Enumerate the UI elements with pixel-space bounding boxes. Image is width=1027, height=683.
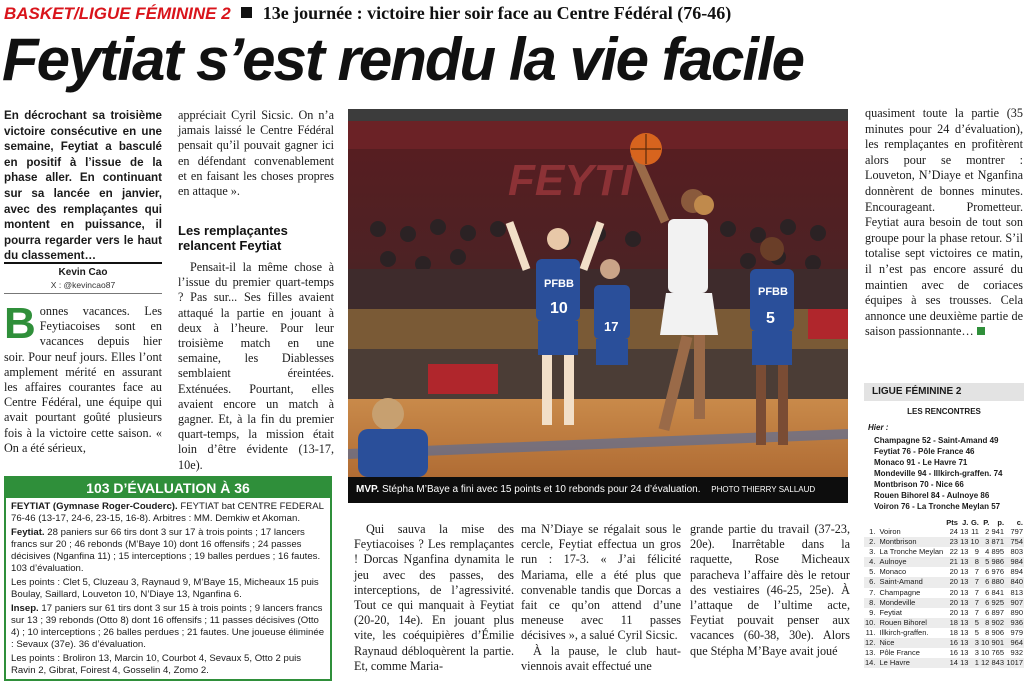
table-cell: 6 <box>985 567 990 577</box>
table-cell: 9 <box>974 547 979 557</box>
standings-table <box>864 518 1024 668</box>
table-row <box>864 638 1024 648</box>
column-1 <box>4 108 162 263</box>
table-row <box>864 577 1024 587</box>
table-cell: 3 <box>969 638 979 648</box>
photo-credit: PHOTO THIERRY SALLAUD <box>711 485 816 494</box>
table-cell: 13 <box>960 527 969 536</box>
table-cell: 7 <box>969 598 979 608</box>
table-cell: 7 <box>974 567 979 577</box>
table-cell: 6 <box>980 577 990 587</box>
table-cell: 13 <box>960 537 969 547</box>
match-stats-box <box>4 476 332 681</box>
table-cell: Voiron <box>879 527 901 536</box>
table-cell: 11. <box>865 627 876 637</box>
body-paragraph: appréciait Cyril Sicsic. On n’a jamais laissé le Centre Fédéral pensait qu’il pouvait gagner ici en défendant convenablement et en faisant les choses propres en attaque ». <box>178 108 334 199</box>
table-cell: 9. <box>869 607 876 617</box>
table-cell: 20 <box>949 607 958 617</box>
table-cell: 907 <box>1005 598 1024 608</box>
table-cell: Mondeville <box>876 598 945 608</box>
column-bottom-3 <box>690 522 850 680</box>
column-header: c. <box>1016 518 1023 527</box>
results-label: Hier : <box>868 423 889 432</box>
standings-body <box>864 527 1024 668</box>
drop-cap: B <box>4 299 36 348</box>
column-1-body <box>4 299 162 474</box>
table-cell: 24 <box>949 527 958 536</box>
table-cell: 6 <box>985 587 990 597</box>
result-item: Mondeville 94 - Illkirch-graffen. 74 <box>874 469 1003 478</box>
table-cell: 880 <box>991 577 1005 587</box>
stats-text: 17 paniers sur 61 tirs dont 3 sur 15 à trois points ; 9 lancers francs sur 13 ; 39 rebonds (Otto 8) dont 16 offensifs ; 11 passes décisives (Otto 4) ; 10 interceptions ; 26 balles perdues ; 21 fautes. Une joueuse éliminée : Sevaux (37e). 36 d’évaluation. <box>11 603 325 650</box>
table-row <box>864 648 1024 658</box>
stats-label: Feytiat. <box>11 527 45 538</box>
table-cell: 13 <box>960 597 969 607</box>
table-cell: 20 <box>945 577 959 587</box>
table-cell: 7 <box>974 587 979 597</box>
table-cell: 840 <box>1005 577 1024 587</box>
table-cell: 13 <box>960 648 969 658</box>
author-handle: X : @kevincao87 <box>50 280 116 290</box>
column-bottom-2 <box>521 522 681 680</box>
photo-caption <box>348 477 848 503</box>
square-bullet-icon <box>241 7 252 18</box>
table-cell: 5 <box>969 618 979 628</box>
result-item: Feytiat 76 - Pôle France 46 <box>874 447 975 456</box>
table-row <box>864 537 1024 547</box>
table-cell: 13 <box>960 617 969 627</box>
table-cell: 12 <box>981 658 990 668</box>
table-cell: Monaco <box>879 567 907 577</box>
body-paragraph: grande partie du travail (37-23, 20e). Inarrêtable dans la raquette, Rose Micheaux paracheva l’affaire dès le retour des vestiaires (46-25, 25e). À l’attaque de l’ultime acte, Feytiat pouvait penser aux vacances (60-38, 30e). Alors que Stépha M’Baye avait joué <box>690 522 850 658</box>
table-cell: 894 <box>1010 567 1023 577</box>
table-cell: 13 <box>960 557 969 567</box>
column-header: J. <box>962 518 969 527</box>
table-cell: 3 <box>974 648 979 658</box>
table-cell: 6 <box>980 598 990 608</box>
column-header: p. <box>997 518 1005 527</box>
jersey-number: 10 <box>550 300 568 317</box>
table-row <box>864 608 1024 618</box>
table-cell: 4. <box>864 557 876 567</box>
article-photo <box>348 109 848 477</box>
table-cell: 18 <box>949 627 958 637</box>
table-cell: 941 <box>991 527 1005 536</box>
end-of-article-icon <box>977 327 985 335</box>
intertitle: Les remplaçantes relancent Feytiat <box>178 223 288 253</box>
banner-text: FEYTI <box>508 156 633 205</box>
table-row <box>864 658 1024 668</box>
table-cell: 10. <box>865 617 876 627</box>
table-cell: 871 <box>991 537 1005 547</box>
table-cell: 897 <box>991 607 1005 617</box>
table-cell: 803 <box>1010 547 1023 557</box>
jersey-text: PFBB <box>758 286 788 298</box>
table-cell: 765 <box>991 648 1005 658</box>
table-cell: 906 <box>991 627 1005 637</box>
table-cell: 14 <box>945 658 959 668</box>
table-cell: 8 <box>980 618 990 628</box>
table-cell: 3 <box>980 537 990 547</box>
table-cell: 2. <box>864 537 876 547</box>
result-item: Rouen Bihorel 84 - Aulnoye 86 <box>874 491 990 500</box>
table-cell: 13 <box>960 567 969 577</box>
table-cell: 4 <box>985 547 990 557</box>
body-paragraph: ma N’Diaye se régalait sous le cercle, Feytiat effectua un gros run : 17-3. « J’ai félicité Mariama, elle a été plus que convenable tandis que Dorcas a fait ce qu’on attend d’une meneuse avec 11 passes décisives », a salué Cyril Sicsic. <box>521 522 681 643</box>
table-cell: Champagne <box>879 587 921 597</box>
divider <box>4 262 162 264</box>
table-cell: 5. <box>869 567 876 577</box>
table-cell: 895 <box>991 547 1005 557</box>
table-cell: 1. <box>869 527 876 536</box>
body-paragraph: À la pause, le club haut-viennois avait effectué une <box>521 643 681 673</box>
result-item: Monaco 91 - Le Havre 71 <box>874 458 968 467</box>
results-list <box>874 435 1024 512</box>
result-item: Champagne 52 - Saint-Amand 49 <box>874 436 999 445</box>
table-cell: 6. <box>864 577 876 587</box>
body-paragraph: Pensait-il la même chose à l’issue du premier quart-temps ? Pas sur... Ses filles avaient attaqué la partie en jouant à deux à l’heure. Pour leur troisième match en une semaine, les Diablesses semblaient éreintées. Exténuées. Pourtant, elles avaient encore un match à gagner. Et, à la fin du premier quart-temps, la mission était loin d’être évidente (13-17, 10e). <box>178 260 334 472</box>
table-cell: 13. <box>865 648 876 658</box>
stats-text: FEYTIAT bat CENTRE FEDERAL 76-46 (13-17, 24-6, 23-15, 16-8). Arbitres : MM. Demkiw et Akoman. <box>11 501 324 524</box>
table-cell: 13 <box>960 627 969 637</box>
table-cell: Illkirch-graffen. <box>879 627 929 637</box>
caption-lead: MVP. <box>356 484 380 495</box>
jersey-text: PFBB <box>544 278 574 290</box>
table-cell: 932 <box>1010 648 1023 658</box>
table-cell: 8. <box>864 598 876 608</box>
table-cell: 12. <box>865 638 876 648</box>
table-cell: 13 <box>960 607 969 617</box>
stats-paragraph <box>11 501 325 525</box>
stats-label: Insep. <box>11 603 39 614</box>
stats-paragraph: Les points : Broliron 13, Marcin 10, Courbot 4, Sevaux 5, Otto 2 puis Ravin 2, Gibrat, Foirest 4, Gosselin 4, Zomo 2. <box>11 653 302 676</box>
column-header: Pts <box>946 518 958 527</box>
table-row <box>864 567 1024 577</box>
table-cell: 936 <box>1005 618 1024 628</box>
table-cell: 2 <box>985 527 990 536</box>
table-cell: 23 <box>945 537 959 547</box>
table-cell: 964 <box>1005 638 1024 648</box>
table-cell: 7 <box>969 577 979 587</box>
table-row <box>864 557 1024 567</box>
headline-deck: 13e journée : victoire hier soir face au Centre Fédéral (76-46) <box>262 3 732 23</box>
table-cell: Feytiat <box>879 607 902 617</box>
stats-paragraph <box>11 603 325 651</box>
table-cell: Pôle France <box>879 648 920 658</box>
table-cell: 20 <box>949 567 958 577</box>
page-title: Feytiat s’est rendu la vie facile <box>2 26 804 93</box>
body-paragraph: Qui sauva la mise des Feytiacoises ? Les remplaçantes ! Dorcas Nganfina dynamita le jeu avec des passes, des interceptions, de l’agressivité. Tout ce qui manquait à Feytiat (20-20, 14e). En jouant plus vite, les coéquipières d’Émilie Raynaud débloquèrent la partie. Et, comme Maria- <box>354 522 514 673</box>
table-cell: 22 <box>949 547 958 557</box>
photo-illustration <box>348 109 848 477</box>
column-4 <box>865 106 1023 372</box>
table-cell: Aulnoye <box>876 557 945 567</box>
stats-label: FEYTIAT (Gymnase Roger-Couderc). <box>11 501 178 512</box>
table-row <box>864 628 1024 638</box>
kicker-line <box>4 2 1024 24</box>
table-cell: 841 <box>991 587 1005 597</box>
table-cell: 7. <box>869 587 876 597</box>
author-name: Kevin Cao <box>58 267 108 278</box>
jersey-number: 17 <box>604 319 619 334</box>
table-cell: 20 <box>945 598 959 608</box>
table-cell: Rouen Bihorel <box>876 618 945 628</box>
table-cell: 13 <box>960 587 969 597</box>
body-paragraph: onnes vacances. Les Feytiacoises sont en vacances depuis hier soir. Pour neuf jours. Elles l’ont amplement mérité en assurant les affaires courantes face au Centre Fédéral, une équipe qui avait pourtant goûté plusieurs fois à la victoire cette saison. « On a été sérieux, <box>4 304 162 455</box>
table-cell: Montbrison <box>876 537 945 547</box>
column-bottom-1 <box>354 522 514 680</box>
column-header: P. <box>983 518 990 527</box>
table-cell: Le Havre <box>876 658 945 668</box>
table-cell: 976 <box>991 567 1005 577</box>
result-item: Montbrison 70 - Nice 66 <box>874 480 964 489</box>
table-cell: 20 <box>949 587 958 597</box>
table-cell: 10 <box>981 638 990 648</box>
table-cell: 13 <box>960 577 969 587</box>
table-row <box>864 527 1024 537</box>
table-cell: 901 <box>991 638 1005 648</box>
table-row <box>864 588 1024 598</box>
column-2 <box>178 108 334 472</box>
table-cell: 890 <box>1010 607 1023 617</box>
stats-box-body <box>6 498 330 682</box>
table-cell: 5 <box>974 627 979 637</box>
table-cell: 16 <box>945 638 959 648</box>
byline <box>4 266 162 291</box>
table-cell: 21 <box>945 557 959 567</box>
table-cell: 1 <box>969 658 979 668</box>
article-lede: En décrochant sa troisième victoire consécutive en une semaine, Feytiat a basculé en positif à l’issue de la phase aller. En continuant sur sa lancée en janvier, avec des remplaçantes qui montent en puissance, il pourra regarder vers le haut du classement… <box>4 109 162 263</box>
section-label: BASKET/LIGUE FÉMININE 2 <box>4 4 231 23</box>
table-cell: 843 <box>991 658 1005 668</box>
table-row <box>864 618 1024 628</box>
divider <box>4 293 162 294</box>
table-cell: 813 <box>1010 587 1023 597</box>
table-cell: 10 <box>970 537 979 547</box>
column-header: G. <box>970 518 979 527</box>
table-cell: 1017 <box>1006 658 1023 668</box>
result-item: Voiron 76 - La Tronche Meylan 57 <box>874 502 1001 511</box>
sidebar-title: LIGUE FÉMININE 2 <box>864 383 1024 401</box>
table-cell: 16 <box>949 648 958 658</box>
stats-paragraph: Les points : Clet 5, Cluzeau 3, Raynaud 9, M’Baye 15, Micheaux 15 puis Boulay, Saillard, Louveton 10, N’Diaye 13, Nganfina 6. <box>11 577 319 600</box>
league-sidebar <box>864 383 1024 681</box>
table-cell: 986 <box>991 557 1005 567</box>
table-cell: 13 <box>960 547 969 557</box>
table-cell: 797 <box>1010 527 1023 536</box>
table-cell: 979 <box>1010 627 1023 637</box>
table-cell: 3. <box>869 547 876 557</box>
table-row <box>864 547 1024 557</box>
standings-header-row <box>864 518 1024 527</box>
table-row <box>864 598 1024 608</box>
table-cell: Nice <box>876 638 945 648</box>
table-cell: 902 <box>991 617 1005 627</box>
table-cell: 10 <box>981 648 990 658</box>
table-cell: 5 <box>980 557 990 567</box>
table-cell: 754 <box>1005 537 1024 547</box>
table-cell: 984 <box>1005 557 1024 567</box>
table-cell: 7 <box>974 607 979 617</box>
table-cell: 11 <box>971 527 979 536</box>
body-paragraph: quasiment toute la partie (35 minutes pour 24 d’évaluation), les remplaçantes en profitèrent alors pour se montrer : Louveton, N’Diaye et Nganfina donnèrent de bonnes minutes. Encourageant. Prometteur. Feytiat aura besoin de tout son groupe pour la phase retour. S’il totalise sept victoires ce matin, il n’est pas encore assuré du maintien avec de coriaces équipes à ses trousses. Cela annonce une deuxième partie de saison passionnante… <box>865 106 1023 339</box>
table-cell: 925 <box>991 597 1005 607</box>
table-cell: 8 <box>985 627 990 637</box>
caption-text: Stépha M’Baye a fini avec 15 points et 10 rebonds pour 24 d’évaluation. <box>381 484 701 495</box>
sidebar-subtitle: LES RENCONTRES <box>907 407 981 416</box>
jersey-number: 5 <box>766 310 775 327</box>
table-cell: Saint-Amand <box>876 577 945 587</box>
table-cell: La Tronche Meylan <box>879 547 944 557</box>
table-cell: 8 <box>969 557 979 567</box>
table-cell: 14. <box>865 658 876 668</box>
stats-box-title: 103 D’ÉVALUATION À 36 <box>6 478 330 498</box>
table-cell: 6 <box>985 607 990 617</box>
table-cell: 13 <box>960 658 969 668</box>
stats-text: 28 paniers sur 66 tirs dont 3 sur 17 à trois points ; 17 lancers francs sur 20 ; 46 rebonds (M’Baye 10) dont 16 offensifs ; 24 passes décisives (Nganfina 11) ; 15 interceptions ; 19 balles perdues ; 16 fautes. 103 d’évaluation. <box>11 527 321 574</box>
stats-paragraph <box>11 527 325 575</box>
table-cell: 18 <box>945 618 959 628</box>
table-cell: 13 <box>960 638 969 648</box>
